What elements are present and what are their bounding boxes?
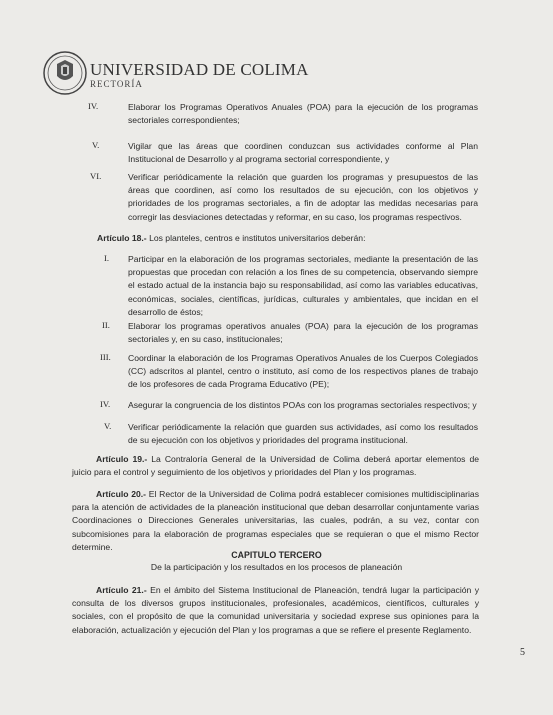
item-text: Coordinar la elaboración de los Programas Operativos Anuales de los Cuerpos Colegiados (CC) adscritos al plantel, centro o instituto, así como de los respectivos planes de trabajo de los profesores de cada Programa Educativo (PE);: [128, 353, 478, 390]
chapter-subtitle: De la participación y los resultados en los procesos de planeación: [150, 562, 403, 572]
item-number: VI.: [90, 171, 102, 181]
article-label: Artículo 20.-: [96, 489, 147, 499]
university-name: UNIVERSIDAD DE COLIMA: [90, 60, 309, 79]
item-text: Asegurar la congruencia de los distintos POAs con los programas sectoriales respectivos; y: [128, 400, 477, 410]
article-21: [72, 584, 479, 637]
item-text: Participar en la elaboración de los programas sectoriales, mediante la presentación de las propuestas que procedan con relación a los fines de su competencia, observando siempre el estado actual de la instancia bajo su responsabilidad, así como las variables educativas, económicas, sociales, científicas, jurídicas, culturales y ambientales, que incidan en el desarrollo de éstos;: [128, 254, 478, 317]
chapter-title: CAPITULO TERCERO: [231, 550, 322, 560]
item-number: I.: [104, 253, 110, 263]
article-20: [72, 488, 479, 554]
item-text: Vigilar que las áreas que coordinen conduzcan sus actividades conforme al Plan Institucional de Desarrollo y al programa sectorial correspondiente, y: [128, 141, 478, 165]
article-label: Artículo 19.-: [96, 454, 148, 464]
article-text: Los planteles, centros e institutos universitarios deberán:: [149, 233, 366, 243]
article-19: [72, 453, 479, 479]
item-text: Verificar periódicamente la relación que guarden los programas y presupuestos de las áreas que coordinen, así como los resultados de su ejecución, con los objetivos y prioridades de los programas sectoriales, a fin de adoptar las medidas necesarias para corregir las desviaciones detectadas y reformar, en su caso, los programas respectivos.: [128, 172, 478, 222]
article-label: Artículo 21.-: [96, 585, 147, 595]
item-number: II.: [102, 320, 110, 330]
university-seal-icon: [42, 50, 88, 96]
article-text: La Contraloría General de la Universidad de Colima deberá aportar elementos de juicio para el control y seguimiento de los objetivos y prioridades del Plan y los programas.: [72, 454, 480, 478]
item-text: Elaborar los Programas Operativos Anuales (POA) para la ejecución de los programas sectoriales correspondientes;: [128, 102, 478, 126]
item-number: III.: [100, 352, 111, 362]
item-number: V.: [104, 421, 112, 431]
article-text: El Rector de la Universidad de Colima podrá establecer comisiones multidisciplinarias para la atención de actividades de la planeación institucional que deban desarrollar conjuntamente varias Coordinaciones o Direcciones Generales universitarias, las cuales, podrán, a su vez, contar con subcomisiones para la elaboración de programas especiales que se requieran o que el mismo Rector determine.: [72, 489, 479, 552]
page-number: 5: [520, 647, 525, 658]
item-number: IV.: [88, 101, 99, 111]
article-text: En el ámbito del Sistema Institucional de Planeación, tendrá lugar la participación y consulta de los diversos grupos institucionales, profesionales, académicos, científicos, culturales y sociales, con el propósito de que la comunidad universitaria y sociedad exprese sus opiniones para la elaboración, actualización y ejecución del Plan y los programas a que se refiere el presente Reglamento.: [72, 585, 479, 635]
article-18: [97, 232, 477, 245]
item-number: IV.: [100, 399, 111, 409]
office-name: RECTORÍA: [90, 79, 143, 89]
article-label: Artículo 18.-: [97, 233, 147, 243]
item-text: Elaborar los programas operativos anuales (POA) para la ejecución de los programas sectoriales y, en su caso, institucionales;: [128, 321, 478, 345]
item-number: V.: [92, 140, 100, 150]
item-text: Verificar periódicamente la relación que guarden sus actividades, así como los resultados de su ejecución con los objetivos y prioridades del programa institucional.: [128, 422, 478, 446]
